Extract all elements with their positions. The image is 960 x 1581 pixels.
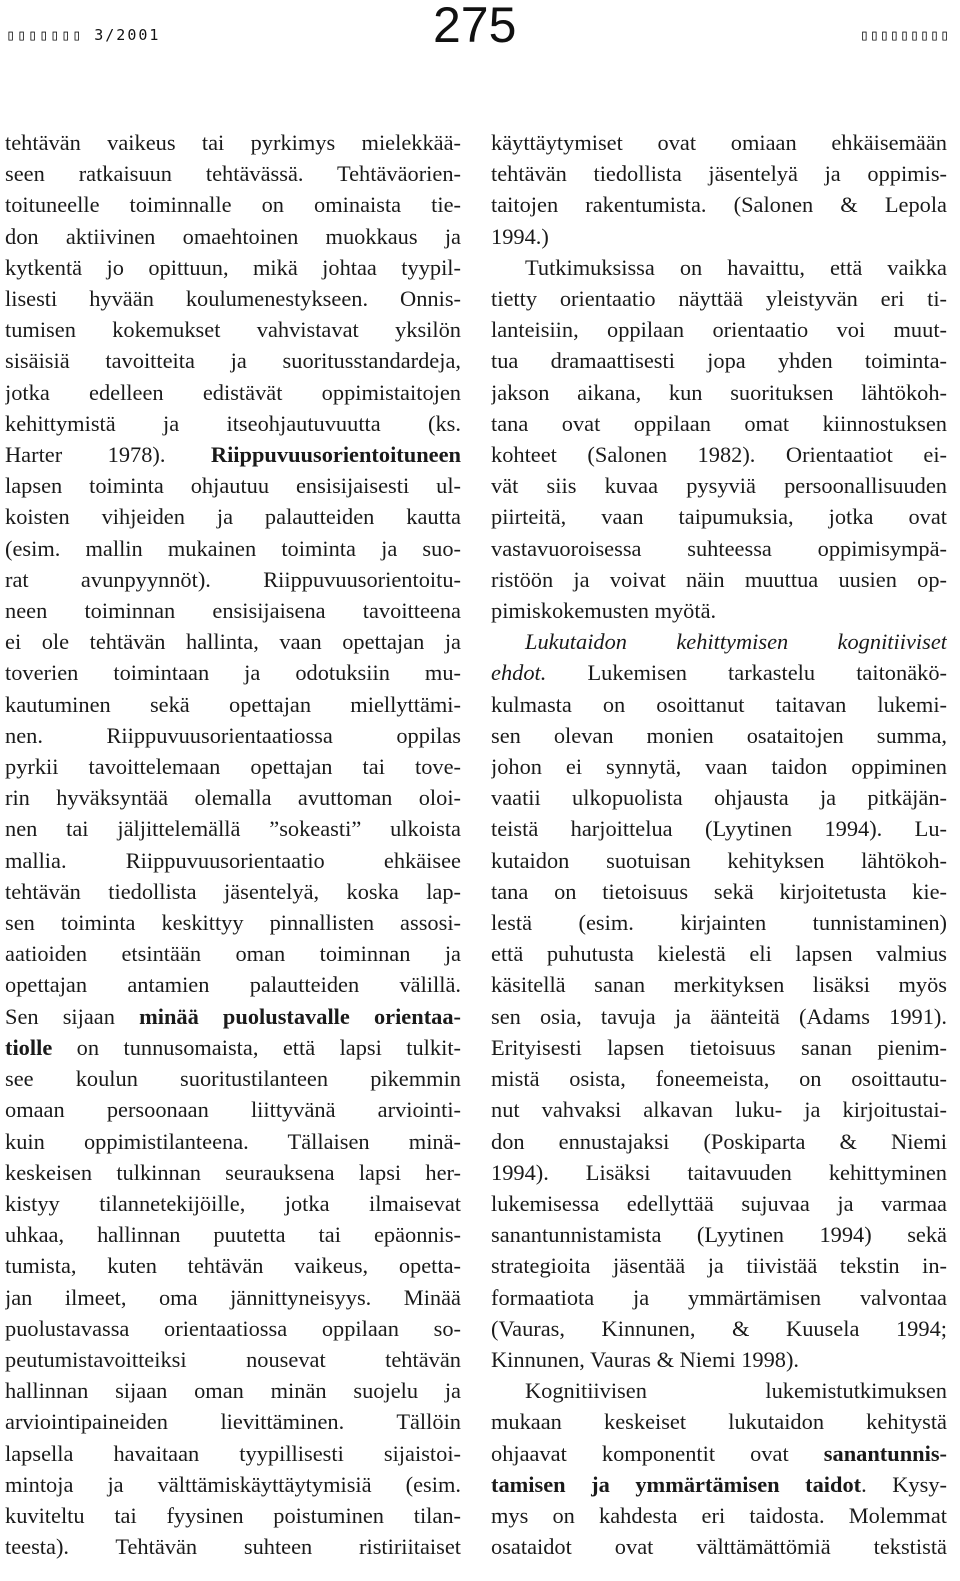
text-line [5, 189, 461, 220]
text-line [491, 158, 947, 189]
text-line [5, 501, 461, 532]
text-run: rin hyväksyntää olemalla avuttoman oloi- [5, 785, 461, 811]
text-run: . Kysy- [861, 1471, 947, 1497]
text-run: formaatiota ja ymmärtämisen valvontaa [491, 1284, 947, 1310]
text-run: jakson aikana, kun suorituksen lähtökoh- [491, 379, 947, 405]
text-run: osataidot ovat välttämättömiä tekstistä [491, 1534, 947, 1560]
text-run: sanantunnistamista (Lyytinen 1994) sekä [491, 1222, 947, 1248]
text-line [5, 439, 461, 470]
text-run: tehtävän vaikeus tai pyrkimys mielekkää- [5, 130, 461, 155]
bold-term: sanantunnis- [823, 1440, 947, 1466]
text-run: vastavuoroisessa suhteessa oppimisympä- [491, 535, 947, 561]
text-line [491, 1063, 947, 1094]
text-run: 1994). Lisäksi taitavuuden kehittyminen [491, 1159, 947, 1185]
text-run: tehtävän tiedollista jäsentelyä, koska lap- [5, 878, 461, 904]
text-run: Lukemisen tarkastelu taitonäkö- [546, 660, 947, 686]
text-line [491, 1469, 947, 1500]
text-line [5, 1282, 461, 1313]
text-run: ohjaavat komponentit ovat [491, 1440, 824, 1466]
text-line [491, 626, 947, 657]
text-run: tietty orientaatio näyttää yleistyvän eri ti- [491, 286, 947, 312]
text-run: Harter 1978). [5, 442, 211, 468]
text-line [5, 1094, 461, 1125]
text-line [5, 782, 461, 813]
text-line [5, 1219, 461, 1250]
text-line [5, 845, 461, 876]
text-run: pyrkii tavoittelemaan opettajan tai tove- [5, 754, 461, 780]
text-run: lestä (esim. kirjainten tunnistaminen) [491, 910, 947, 936]
text-run: omaan persoonaan liittyvänä arviointi- [5, 1097, 461, 1123]
text-run: vät siis kuvaa pysyviä persoonallisuuden [491, 473, 947, 499]
text-line [5, 689, 461, 720]
text-line [5, 626, 461, 657]
text-run: lisesti hyvään koulumenestykseen. Onnis- [5, 286, 461, 312]
text-line [5, 158, 461, 189]
text-line [5, 221, 461, 252]
text-run: koisten vihjeiden ja palautteiden kautta [5, 504, 461, 530]
text-run: johon ei synnytä, vaan taidon oppiminen [491, 754, 947, 780]
text-line [491, 969, 947, 1000]
italic-heading: ehdot. [491, 660, 547, 686]
text-run: hallinnan sijaan oman minän suojelu ja [5, 1378, 461, 1404]
text-run: peutumistavoitteiksi nousevat tehtävän [5, 1346, 461, 1372]
text-line [5, 1126, 461, 1157]
text-line [5, 1313, 461, 1344]
text-line [491, 1188, 947, 1219]
text-run: Tutkimuksissa on havaittu, että vaikka [525, 254, 947, 280]
text-run: rat avunpyynnöt). Riippuvuusorientoitu- [5, 566, 461, 592]
text-line [491, 1375, 947, 1406]
text-run: lapsen toiminta ohjautuu ensisijaisesti ul- [5, 473, 461, 499]
text-run: aatioiden etsintään oman toiminnan ja [5, 941, 461, 967]
text-run: vaatii ulkopuolista ohjausta ja pitkäjän- [491, 785, 947, 811]
text-run: käyttäytymiset ovat omiaan ehkäisemään [491, 130, 947, 155]
text-line [5, 1250, 461, 1281]
text-line [491, 439, 947, 470]
text-run: tana ovat oppilaan omat kiinnostuksen [491, 410, 947, 436]
text-line [491, 377, 947, 408]
text-run: lukemisessa edellyttää sujuvaa ja varmaa [491, 1190, 947, 1216]
text-line [5, 907, 461, 938]
text-line [491, 907, 947, 938]
text-run: puolustavassa orientaatiossa oppilaan so- [5, 1315, 461, 1341]
text-run: nen. Riippuvuusorientaatiossa oppilas [5, 722, 461, 748]
text-line [5, 345, 461, 376]
text-run: sisäisiä tavoitteita ja suoritusstandardeja, [5, 348, 461, 374]
text-line [5, 657, 461, 688]
text-run: Erityisesti lapsen tietoisuus sanan pienim- [491, 1034, 947, 1060]
text-run: että puhutusta kielestä eli lapsen valmius [491, 941, 947, 967]
text-run: arviointipaineiden lievittäminen. Tällöin [5, 1409, 461, 1435]
text-run: käsitellä sanan merkityksen lisäksi myös [491, 972, 947, 998]
text-run: kistyy tilannetekijöille, jotka ilmaisevat [5, 1190, 461, 1216]
text-run: opettajan antamien palautteiden välillä. [5, 972, 461, 998]
text-run: mistä osista, foneemeista, on osoittautu- [491, 1066, 947, 1092]
text-line [491, 1531, 947, 1562]
text-run: see koulun suoritustilanteen pikemmin [5, 1066, 461, 1092]
text-run: sen toiminta keskittyy pinnallisten assosi- [5, 910, 461, 936]
text-line [491, 564, 947, 595]
text-run: ei ole tehtävän hallinta, vaan opettajan ja [5, 629, 461, 655]
text-line [491, 1157, 947, 1188]
text-line [5, 969, 461, 1000]
text-run: mys on kahdesta eri taidosta. Molemmat [491, 1502, 947, 1528]
text-line [491, 127, 947, 158]
text-run: tumisen kokemukset vahvistavat yksilön [5, 317, 461, 343]
text-line [5, 1500, 461, 1531]
text-line [5, 252, 461, 283]
text-line [491, 501, 947, 532]
text-line [5, 876, 461, 907]
text-run: keskeisen tulkinnan seurauksena lapsi her- [5, 1159, 461, 1185]
text-run: teistä harjoittelua (Lyytinen 1994). Lu- [491, 816, 947, 842]
text-run: taitojen rakentumista. (Salonen & Lepola [491, 192, 947, 218]
text-run: don aktiivinen omaehtoinen muokkaus ja [5, 223, 461, 249]
italic-heading: Lukutaidon kehittymisen kognitiiviset [525, 629, 947, 655]
text-line [5, 127, 461, 158]
text-line [491, 1313, 947, 1344]
text-run: uhkaa, hallinnan puutetta tai epäonnis- [5, 1222, 461, 1248]
text-line [491, 1438, 947, 1469]
text-run: kohteet (Salonen 1982). Orientaatiot ei- [491, 442, 947, 468]
text-run: lanteisiin, oppilaan orientaatio voi muut- [491, 317, 947, 343]
text-run: kytkentä jo opittuun, mikä johtaa tyypil- [5, 254, 461, 280]
text-run: mallia. Riippuvuusorientaatio ehkäisee [5, 847, 461, 873]
text-line [5, 1469, 461, 1500]
running-head: ▯▯▯▯▯▯▯▯▯ [859, 26, 950, 44]
text-line [491, 470, 947, 501]
text-line [5, 408, 461, 439]
text-run: nut vahvaksi alkavan luku- ja kirjoitustai- [491, 1097, 947, 1123]
text-line [491, 533, 947, 564]
text-run: mukaan keskeiset lukutaidon kehitystä [491, 1409, 947, 1435]
text-run: kehittymistä ja itseohjautuvuutta (ks. [5, 410, 461, 436]
text-line [491, 189, 947, 220]
text-line [5, 533, 461, 564]
text-line [491, 1406, 947, 1437]
bold-term: minää puolustavalle orientaa- [139, 1003, 461, 1029]
text-run: kulmasta on osoittanut taitavan lukemi- [491, 691, 947, 717]
text-run: Kognitiivisen lukemistutkimuksen [525, 1378, 947, 1404]
text-run: kautuminen sekä opettajan miellyttämi- [5, 691, 461, 717]
text-run: tehtävän tiedollista jäsentelyä ja oppimis- [491, 161, 947, 187]
text-line [5, 595, 461, 626]
text-line [5, 314, 461, 345]
text-line [491, 657, 947, 688]
text-line [5, 283, 461, 314]
text-run: sen olevan monien osataitojen summa, [491, 722, 947, 748]
text-line [491, 1032, 947, 1063]
text-run: toituneelle toiminnalle on ominaista tie- [5, 192, 461, 218]
text-line [5, 1344, 461, 1375]
text-run: Kinnunen, Vauras & Niemi 1998). [491, 1346, 800, 1372]
text-line [5, 720, 461, 751]
text-line [5, 938, 461, 969]
text-line [491, 345, 947, 376]
text-run: seen ratkaisuun tehtävässä. Tehtäväorien- [5, 161, 461, 187]
text-line [5, 377, 461, 408]
text-run: pimiskokemusten myötä. [491, 598, 717, 624]
text-line [491, 1344, 947, 1375]
text-line [491, 221, 947, 252]
text-line [491, 813, 947, 844]
text-run: (Vauras, Kinnunen, & Kuusela 1994; [491, 1315, 947, 1341]
right-text-column [491, 127, 947, 1562]
text-line [491, 595, 947, 626]
text-line [5, 813, 461, 844]
text-line [5, 1063, 461, 1094]
text-line [5, 1375, 461, 1406]
text-run: kuviteltu tai fyysinen poistuminen tilan- [5, 1502, 461, 1528]
left-text-column [5, 127, 461, 1562]
text-line [491, 1282, 947, 1313]
text-line [5, 470, 461, 501]
journal-name: ▯▯▯▯▯▯▯ 3/2001 [6, 26, 161, 44]
text-line [491, 1126, 947, 1157]
text-run: tana on tietoisuus sekä kirjoitetusta kie- [491, 878, 947, 904]
text-line [491, 845, 947, 876]
bold-term: tamisen ja ymmärtämisen taidot [491, 1471, 862, 1497]
text-run: tua dramaattisesti jopa yhden toiminta- [491, 348, 947, 374]
text-line [5, 1001, 461, 1032]
text-line [491, 689, 947, 720]
text-run: kuin oppimistilanteena. Tällaisen minä- [5, 1128, 461, 1154]
text-run: mintoja ja välttämiskäyttäytymisiä (esim. [5, 1471, 461, 1497]
text-line [491, 408, 947, 439]
text-line [491, 314, 947, 345]
bold-term: Riippuvuusorientoituneen [210, 442, 461, 468]
text-run: jotka edelleen edistävät oppimistaitojen [5, 379, 461, 405]
text-run: neen toiminnan ensisijaisena tavoitteena [5, 598, 461, 624]
text-run: toverien toimintaan ja odotuksiin mu- [5, 660, 461, 686]
text-run: teesta). Tehtävän suhteen ristiriitaiset [5, 1534, 461, 1560]
text-line [491, 1500, 947, 1531]
text-line [5, 1188, 461, 1219]
page-header [0, 0, 960, 60]
text-line [5, 564, 461, 595]
bold-term: tiolle [5, 1034, 53, 1060]
text-run: jan ilmeet, oma jännittyneisyys. Minää [5, 1284, 461, 1310]
text-line [5, 1531, 461, 1562]
text-line [491, 720, 947, 751]
text-line [5, 751, 461, 782]
text-line [5, 1032, 461, 1063]
text-line [491, 938, 947, 969]
text-run: sen osia, tavuja ja äänteitä (Adams 1991). [491, 1003, 947, 1029]
text-run: on tunnusomaista, että lapsi tulkit- [52, 1034, 461, 1060]
text-line [491, 1219, 947, 1250]
text-run: tumista, kuten tehtävän vaikeus, opetta- [5, 1253, 461, 1279]
text-run: don ennustajaksi (Poskiparta & Niemi [491, 1128, 947, 1154]
text-run: lapsella havaitaan tyypillisesti sijaistoi- [5, 1440, 461, 1466]
text-line [5, 1438, 461, 1469]
text-line [5, 1157, 461, 1188]
text-line [491, 1001, 947, 1032]
text-run: Sen sijaan [5, 1003, 140, 1029]
text-run: (esim. mallin mukainen toiminta ja suo- [5, 535, 461, 561]
text-line [491, 1094, 947, 1125]
text-line [491, 283, 947, 314]
text-run: nen tai jäljittelemällä ”sokeasti” ulkoista [5, 816, 461, 842]
text-run: kutaidon suotuisan kehityksen lähtökoh- [491, 847, 947, 873]
text-line [491, 252, 947, 283]
page-number: 275 [433, 0, 517, 53]
text-run: ristöön ja voivat näin muuttua uusien op- [491, 566, 947, 592]
text-line [491, 1250, 947, 1281]
text-line [5, 1406, 461, 1437]
text-line [491, 782, 947, 813]
text-run: strategioita jäsentää ja tiivistää tekstin in- [491, 1253, 947, 1279]
text-line [491, 751, 947, 782]
text-run: piirteitä, vaan taipumuksia, jotka ovat [491, 504, 947, 530]
text-line [491, 876, 947, 907]
text-run: 1994.) [491, 223, 549, 249]
